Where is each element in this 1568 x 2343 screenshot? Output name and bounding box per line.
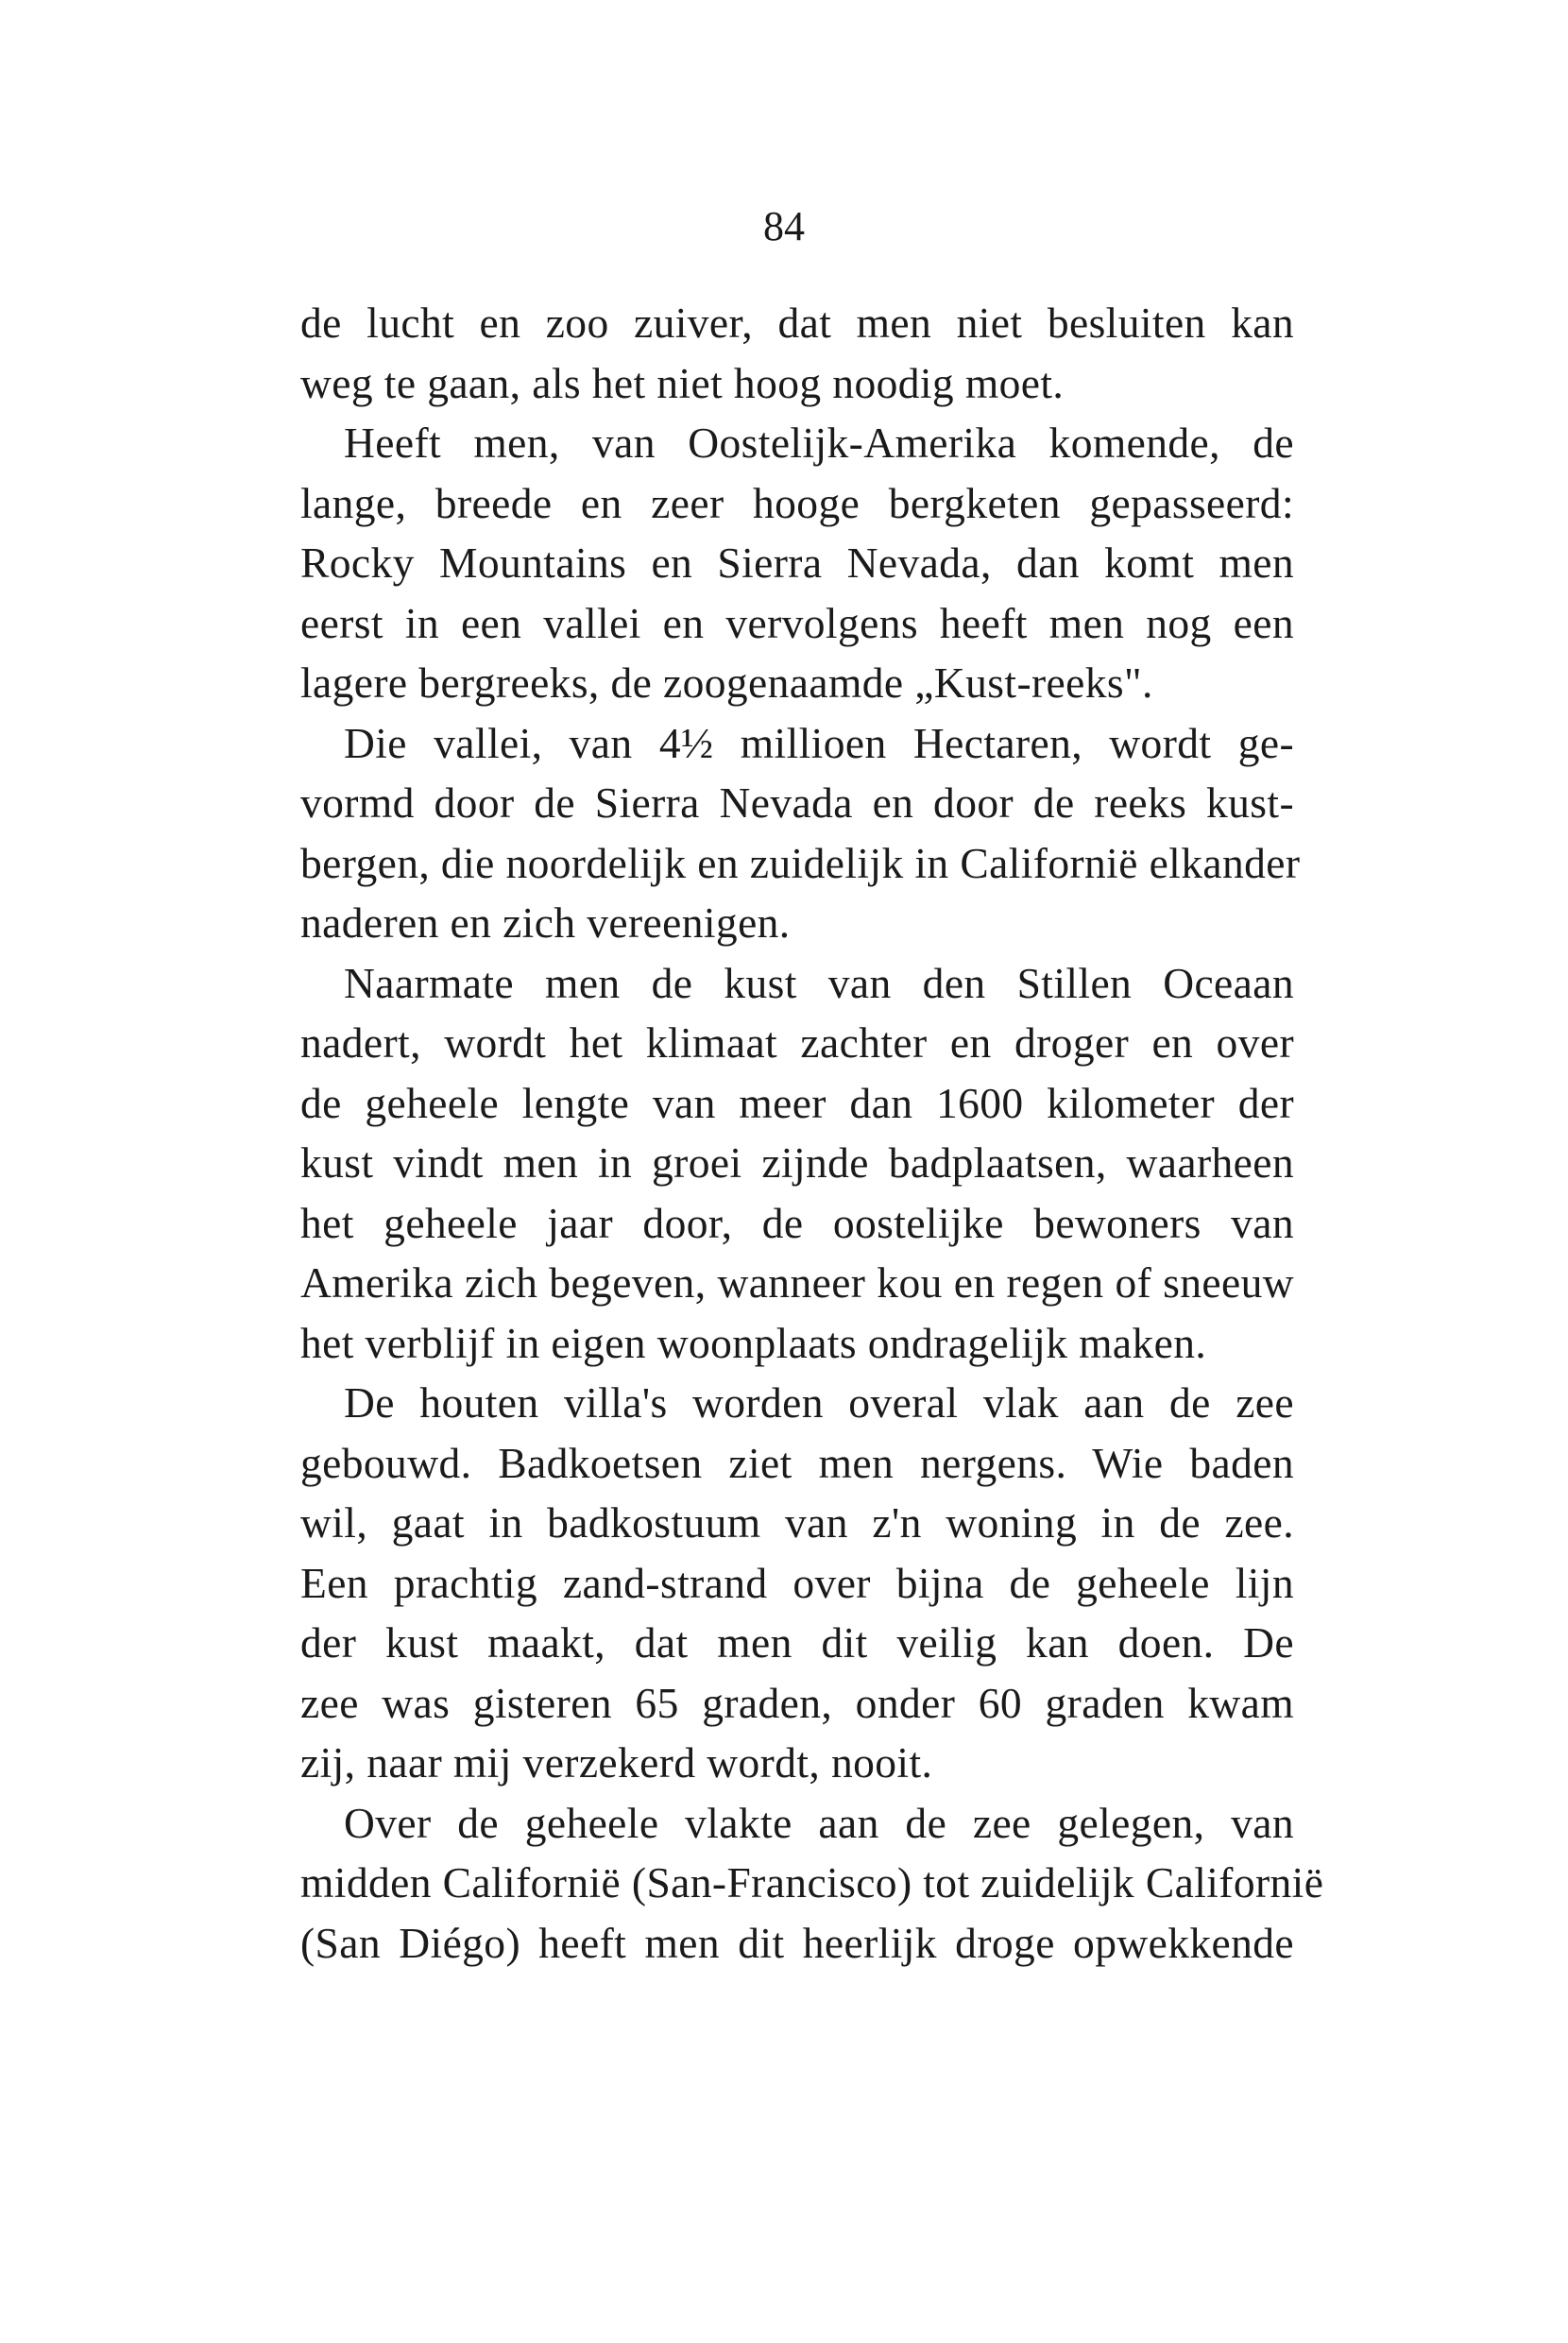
text-line: het geheele jaar door, de oostelijke bewoners van	[300, 1198, 1294, 1247]
text-line: het verblijf in eigen woonplaats ondragelijk maken.	[300, 1318, 1207, 1367]
text-line: eerst in een vallei en vervolgens heeft men nog een	[300, 598, 1294, 647]
text-line: Amerika zich begeven, wanneer kou en regen of sneeuw	[300, 1258, 1294, 1307]
paragraph-1	[300, 293, 1294, 413]
text-line: lagere bergreeks, de zoogenaamde „Kust-reeks".	[300, 658, 1153, 707]
page-number: 84	[763, 203, 805, 249]
text-line: midden Californië (San-Francisco) tot zuidelijk Californië	[300, 1858, 1324, 1907]
text-line: weg te gaan, als het niet hoog noodig moet.	[300, 358, 1065, 407]
text-line: lange, breede en zeer hooge bergketen gepasseerd:	[300, 478, 1294, 527]
text-line: (San Diégo) heeft men dit heerlijk droge opwekkende	[300, 1918, 1294, 1967]
paragraph-4	[300, 953, 1294, 1374]
paragraph-2	[300, 413, 1294, 713]
text-line: gebouwd. Badkoetsen ziet men nergens. Wie baden	[300, 1438, 1294, 1487]
text-line: zij, naar mij verzekerd wordt, nooit.	[300, 1738, 933, 1787]
text-line: Rocky Mountains en Sierra Nevada, dan komt men	[300, 539, 1294, 587]
text-line: De houten villa's worden overal vlak aan de zee	[344, 1378, 1294, 1427]
text-line: de lucht en zoo zuiver, dat men niet besluiten kan	[300, 299, 1294, 347]
text-line: zee was gisteren 65 graden, onder 60 graden kwam	[300, 1678, 1294, 1727]
paragraph-3	[300, 713, 1301, 953]
text-line: nadert, wordt het klimaat zachter en droger en over	[300, 1018, 1294, 1067]
text-line: bergen, die noordelijk en zuidelijk in Californië elkander	[300, 838, 1301, 887]
paragraph-5	[300, 1373, 1294, 1793]
text-line: Heeft men, van Oostelijk-Amerika komende, de	[344, 419, 1294, 467]
text-line: naderen en zich vereenigen.	[300, 898, 791, 947]
text-line: Over de geheele vlakte aan de zee gelegen, van	[344, 1798, 1294, 1847]
text-line: der kust maakt, dat men dit veilig kan doen. De	[300, 1618, 1294, 1667]
text-line: vormd door de Sierra Nevada en door de reeks kust-	[300, 778, 1294, 827]
paragraph-6	[300, 1793, 1324, 1974]
text-line: de geheele lengte van meer dan 1600 kilometer der	[300, 1078, 1294, 1127]
text-line: wil, gaat in badkostuum van z'n woning in de zee.	[300, 1498, 1294, 1547]
text-line: kust vindt men in groei zijnde badplaatsen, waarheen	[300, 1138, 1294, 1187]
text-line: Een prachtig zand-strand over bijna de geheele lijn	[300, 1558, 1294, 1607]
body-text	[300, 293, 1324, 1973]
text-line: Die vallei, van 4½ millioen Hectaren, wordt ge-	[344, 718, 1294, 767]
text-line: Naarmate men de kust van den Stillen Oceaan	[344, 958, 1294, 1007]
